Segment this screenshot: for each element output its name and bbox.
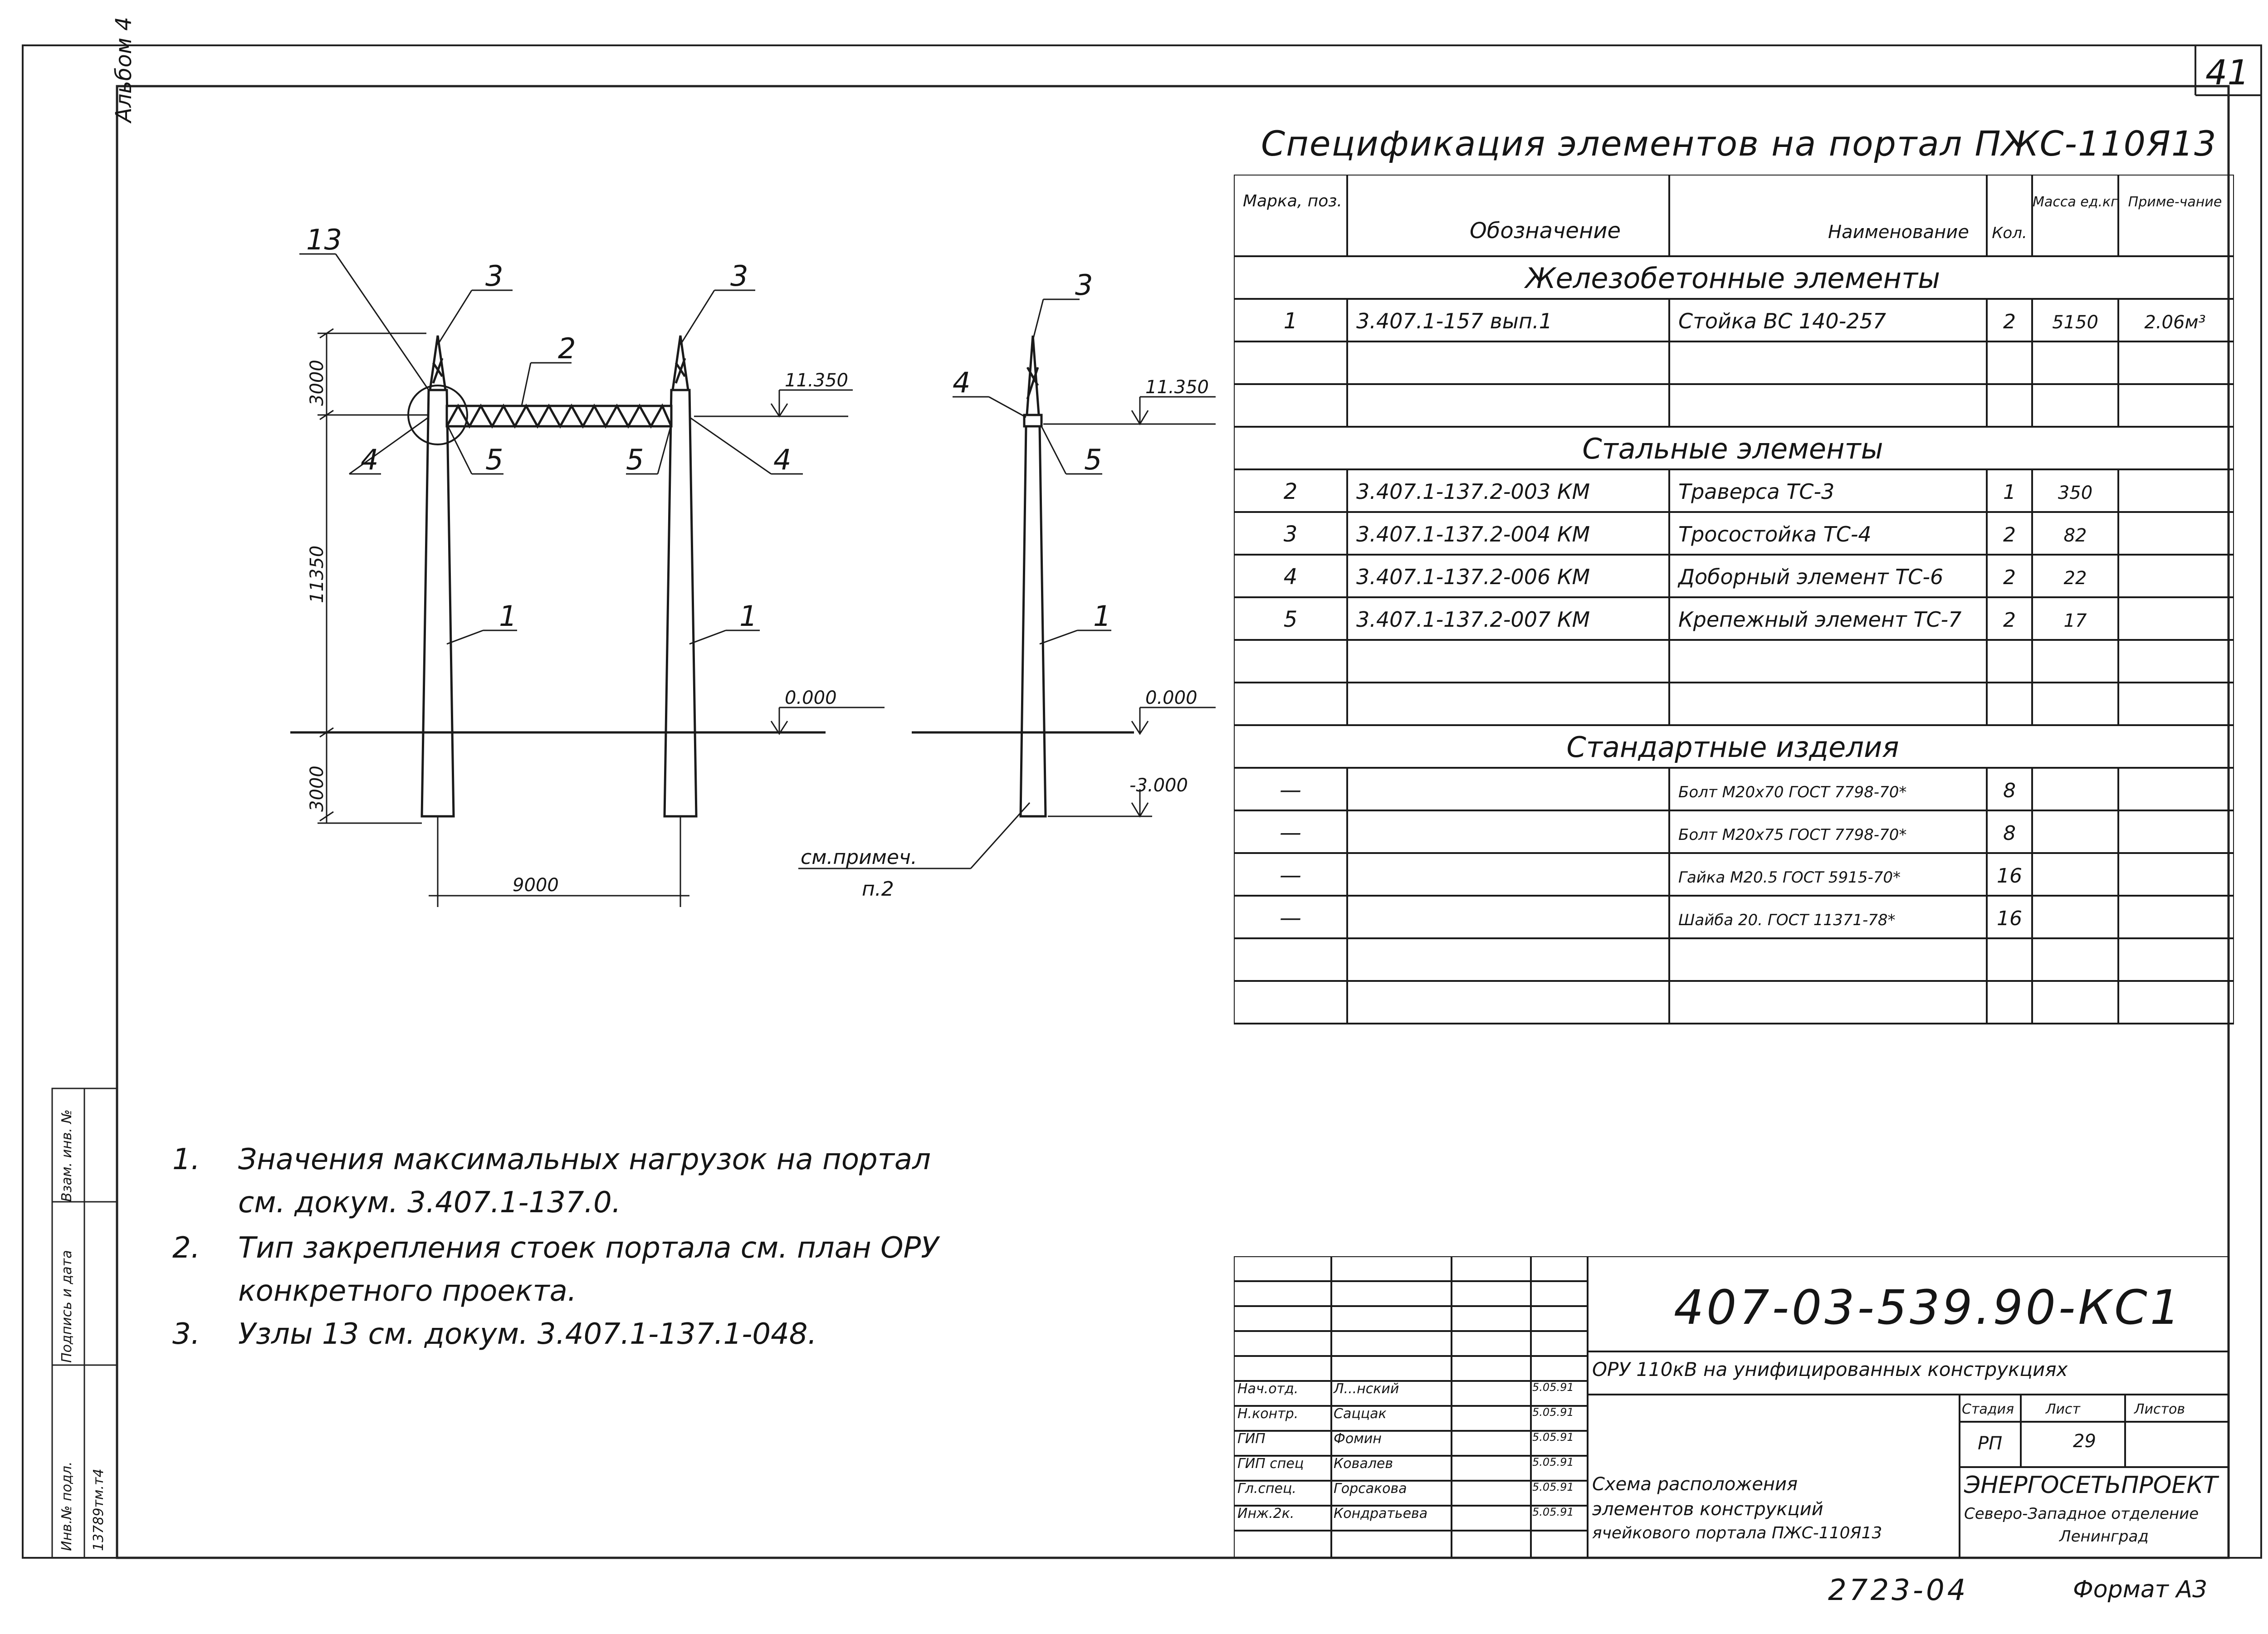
hdr-mass: Масса ед.кг [2033, 194, 2118, 210]
row-name: Болт М20х75 ГОСТ 7798-70* [1678, 826, 1907, 844]
row-designation: 3.407.1-137.2-004 КМ [1356, 522, 1590, 546]
side-stamp-inv: Инв.№ подл. [59, 1461, 75, 1551]
label-4-right: 4 [773, 443, 792, 476]
hdr-qty: Кол. [1992, 224, 2027, 242]
row-mass: 350 [2058, 483, 2093, 503]
row-name: Болт М20х70 ГОСТ 7798-70* [1678, 783, 1907, 801]
label-5-left: 5 [485, 443, 503, 476]
sheet-header: Лист [2046, 1401, 2081, 1417]
staff-date: 5.05.91 [1532, 1406, 1574, 1419]
dim-11350: 11350 [307, 545, 327, 603]
row-mark: 2 [1283, 479, 1298, 504]
org-branch: Северо-Западное отделение [1964, 1505, 2199, 1523]
note-continuation: конкретного проекта. [238, 1274, 577, 1308]
row-mark: 1 [1283, 308, 1298, 334]
row-qty: 8 [2003, 822, 2016, 845]
row-mark: 3 [1283, 522, 1298, 547]
staff-name: Ковалев [1334, 1456, 1393, 1472]
sheet-number: 41 [2205, 52, 2249, 93]
dim-3000-top: 3000 [307, 360, 327, 406]
stage-header: Стадия [1962, 1401, 2014, 1417]
staff-date: 5.05.91 [1532, 1481, 1574, 1493]
see-note-point: п.2 [862, 878, 894, 901]
section-title: Стальные элементы [1582, 432, 1883, 465]
dim-3000-bottom: 3000 [307, 766, 327, 812]
row-mark: — [1280, 905, 1301, 931]
row-qty: 2 [2003, 310, 2016, 333]
format-label: Формат А3 [2073, 1576, 2208, 1603]
row-name: Шайба 20. ГОСТ 11371-78* [1678, 911, 1896, 929]
project-name: ОРУ 110кВ на унифицированных конструкциях [1592, 1358, 2068, 1380]
sheet-title-line-2: элементов конструкций [1592, 1499, 1823, 1520]
staff-date: 5.05.91 [1532, 1506, 1574, 1518]
note-text: Тип закрепления стоек портала см. план ОРУ [238, 1231, 939, 1265]
row-designation: 3.407.1-137.2-007 КМ [1356, 607, 1590, 632]
row-mark: — [1280, 820, 1301, 845]
staff-name: Л...нский [1334, 1381, 1399, 1397]
label-3-right: 3 [730, 259, 748, 293]
row-name: Крепежный элемент ТС-7 [1678, 607, 1962, 632]
dim-9000: 9000 [513, 875, 559, 896]
row-mass: 22 [2063, 568, 2087, 589]
hdr-mark: Марка, поз. [1243, 192, 1342, 210]
post-right [665, 390, 696, 816]
post-left [422, 390, 454, 816]
label-13: 13 [306, 223, 342, 256]
staff-role: ГИП спец [1237, 1456, 1304, 1472]
row-name: Траверса ТС-3 [1678, 479, 1835, 504]
row-designation: 3.407.1-137.2-006 КМ [1356, 565, 1590, 589]
album-label: Альбом 4 [111, 17, 137, 122]
row-mark: — [1280, 863, 1301, 888]
note-number: 2. [172, 1231, 200, 1265]
row-qty: 2 [2003, 523, 2016, 546]
see-note-label: см.примеч. [801, 846, 917, 869]
note-number: 3. [172, 1317, 200, 1351]
row-qty: 1 [2003, 481, 2016, 504]
row-name: Гайка М20.5 ГОСТ 5915-70* [1678, 868, 1901, 887]
sheet-title-line-3: ячейкового портала ПЖС-110Я13 [1592, 1524, 1882, 1542]
row-mark: 4 [1283, 564, 1298, 590]
row-mark: — [1280, 777, 1301, 803]
bottom-code: 2723-04 [1828, 1574, 1969, 1607]
label-3-left: 3 [485, 259, 503, 293]
staff-role: ГИП [1237, 1431, 1266, 1447]
staff-role: Н.контр. [1237, 1406, 1299, 1422]
note-text: Значения максимальных нагрузок на портал [238, 1143, 931, 1176]
org-name: ЭНЕРГОСЕТЬПРОЕКТ [1964, 1472, 2218, 1499]
label-4-left: 4 [361, 443, 379, 476]
section-title: Железобетонные элементы [1525, 262, 1941, 295]
label-5-right: 5 [626, 443, 644, 476]
row-qty: 2 [2003, 609, 2016, 632]
side-stamp-inv2: Взам. инв. № [59, 1109, 75, 1202]
staff-role: Гл.спец. [1237, 1481, 1296, 1497]
spec-table [1234, 175, 2234, 1039]
label-1-right: 1 [739, 600, 758, 633]
side-stamp-sign: Подпись и дата [59, 1250, 75, 1363]
elev-11350-side: 11.350 [1145, 377, 1209, 398]
sheet-title-line-1: Схема расположения [1592, 1474, 1798, 1495]
row-qty: 16 [1997, 864, 2022, 888]
sheet-value: 29 [2073, 1431, 2096, 1452]
row-name: Стойка ВС 140-257 [1678, 309, 1887, 333]
staff-name: Горсакова [1334, 1481, 1407, 1497]
staff-name: Фомин [1334, 1431, 1382, 1447]
portal-drawing [0, 0, 1225, 952]
label-1-left: 1 [499, 600, 517, 633]
row-name: Тросостойка ТС-4 [1678, 522, 1872, 546]
sheets-header: Листов [2134, 1401, 2185, 1417]
row-mass: 5150 [2052, 312, 2098, 333]
elev-0-side: 0.000 [1145, 688, 1198, 708]
post-side [1021, 426, 1046, 816]
note-number: 1. [172, 1143, 200, 1176]
row-note: 2.06м³ [2144, 312, 2206, 333]
side-stamp-inv-value: 13789тм.т4 [91, 1468, 107, 1551]
label-1-side: 1 [1093, 600, 1111, 633]
row-mass: 17 [2063, 610, 2087, 631]
row-qty: 16 [1997, 907, 2022, 930]
row-qty: 8 [2003, 779, 2016, 802]
hdr-designation: Обозначение [1470, 218, 1621, 244]
staff-name: Саццак [1334, 1406, 1387, 1422]
elev-minus-3: -3.000 [1129, 775, 1188, 796]
label-3-side: 3 [1075, 268, 1093, 302]
staff-role: Инж.2к. [1237, 1506, 1295, 1522]
note-text: Узлы 13 см. докум. 3.407.1-137.1-048. [238, 1317, 817, 1351]
org-city: Ленинград [2059, 1527, 2149, 1546]
staff-role: Нач.отд. [1237, 1381, 1299, 1397]
staff-date: 5.05.91 [1532, 1456, 1574, 1468]
stage-value: РП [1978, 1433, 2003, 1454]
label-2: 2 [558, 332, 576, 365]
elev-0-front: 0.000 [785, 688, 837, 708]
hdr-name: Наименование [1828, 222, 1969, 243]
elev-11350-front: 11.350 [785, 370, 848, 391]
label-4-side: 4 [953, 366, 971, 399]
staff-name: Кондратьева [1334, 1506, 1428, 1522]
row-mark: 5 [1283, 607, 1298, 632]
row-name: Доборный элемент ТС-6 [1678, 565, 1944, 589]
row-designation: 3.407.1-157 вып.1 [1356, 309, 1552, 333]
row-mass: 82 [2063, 525, 2087, 546]
document-code: 407-03-539.90-КС1 [1674, 1280, 2183, 1335]
row-qty: 2 [2003, 566, 2016, 589]
section-title: Стандартные изделия [1566, 731, 1899, 764]
hdr-note: Приме-чание [2128, 194, 2222, 210]
row-designation: 3.407.1-137.2-003 КМ [1356, 479, 1590, 504]
label-5-side: 5 [1084, 443, 1102, 476]
spec-title: Спецификация элементов на портал ПЖС-110Я13 [1261, 123, 2217, 164]
staff-date: 5.05.91 [1532, 1381, 1574, 1394]
staff-date: 5.05.91 [1532, 1431, 1574, 1444]
note-continuation: см. докум. 3.407.1-137.0. [238, 1186, 621, 1219]
